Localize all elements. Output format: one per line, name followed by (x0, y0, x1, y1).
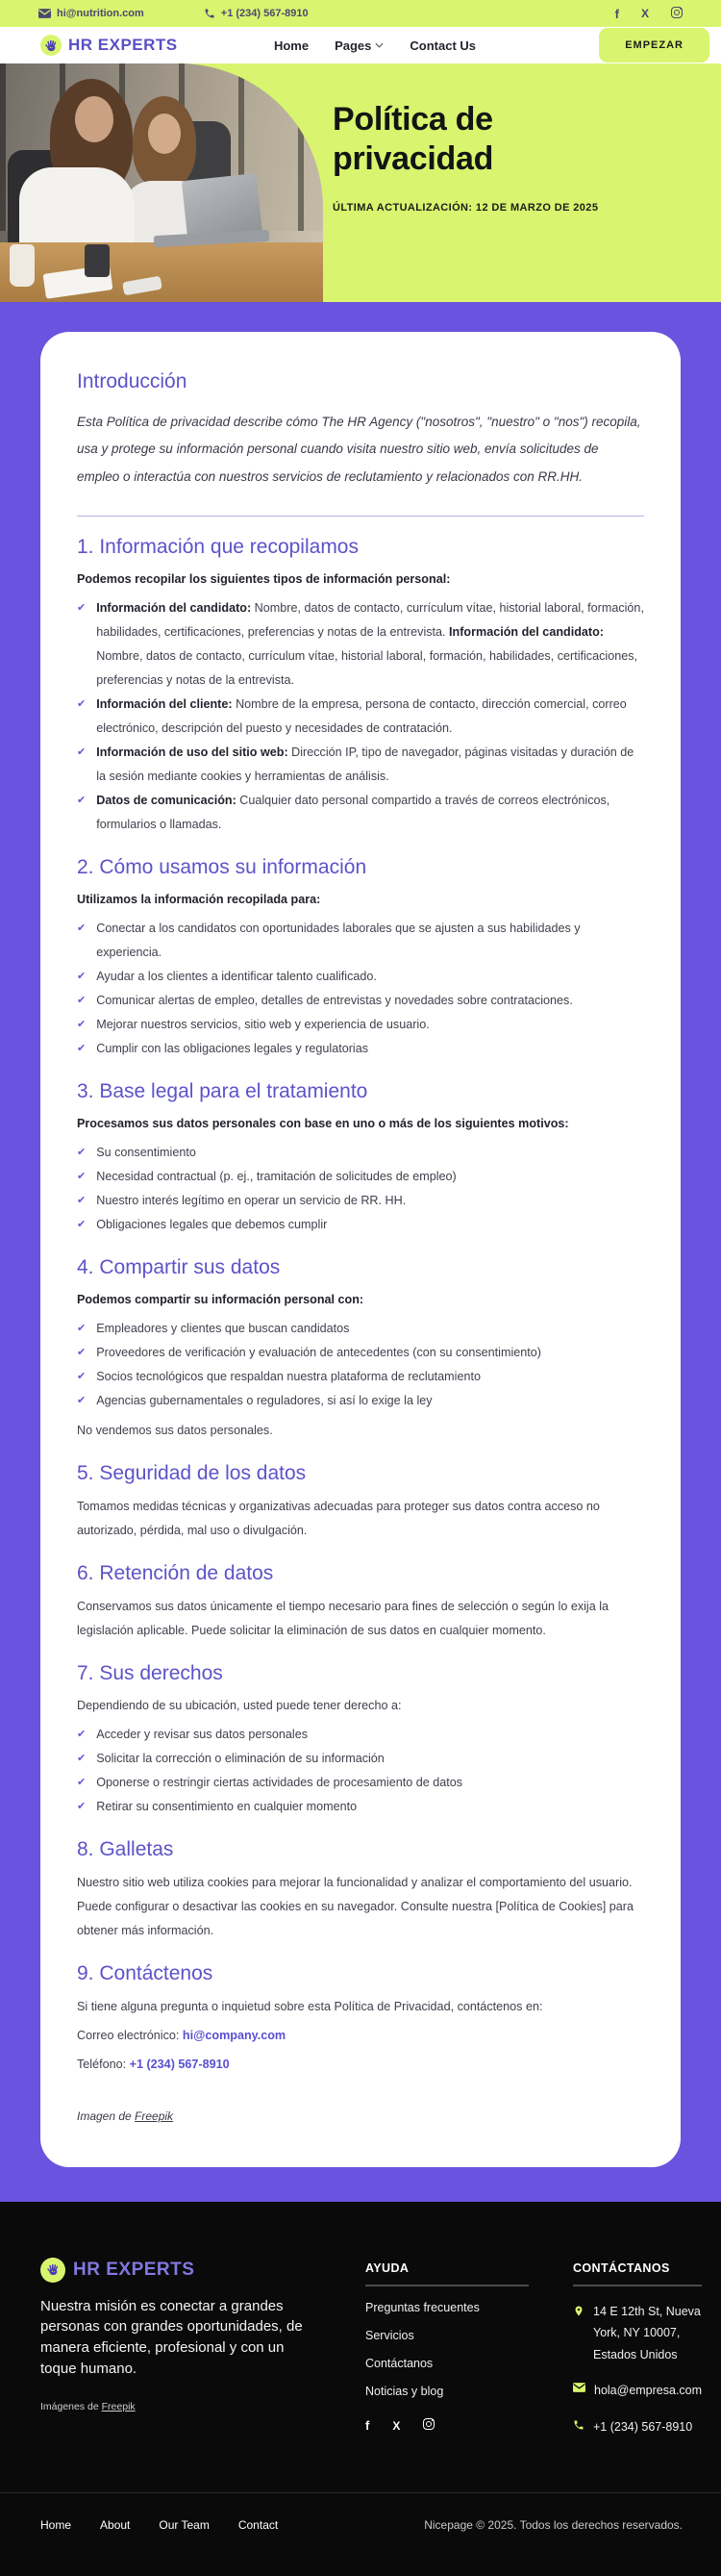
email-icon (38, 9, 51, 18)
check-icon: ✔ (77, 1728, 87, 1740)
topbar (0, 0, 721, 27)
check-icon: ✔ (77, 1146, 87, 1158)
photo-cup (10, 244, 35, 287)
x-twitter-icon[interactable]: X (392, 2418, 401, 2433)
section-heading: 9. Contáctenos (77, 1961, 213, 1984)
contact-line: Teléfono: +1 (234) 567-8910 (77, 2057, 230, 2071)
header-right (476, 28, 709, 63)
footer-link-faq[interactable]: Preguntas frecuentes (365, 2300, 480, 2314)
phone-icon (573, 2419, 584, 2431)
footer-link-contact[interactable]: Contáctanos (365, 2356, 434, 2370)
list-item: ✔ Retirar su consentimiento en cualquier momento (77, 1795, 644, 1819)
check-icon: ✔ (77, 601, 87, 614)
main-nav (274, 38, 476, 53)
hero-text (333, 100, 698, 214)
last-updated: ÚLTIMA ACTUALIZACIÓN: 12 DE MARZO DE 2025 (333, 201, 599, 214)
topbar-social (615, 7, 683, 21)
list-item: ✔ Datos de comunicación: Cualquier dato personal compartido a través de correos electrónicos, formularios o llamadas. (77, 789, 644, 837)
copyright: Nicepage © 2025. Todos los derechos reservados. (424, 2518, 683, 2533)
check-icon: ✔ (77, 970, 87, 982)
check-icon: ✔ (77, 697, 87, 710)
footer-phone[interactable]: +1 (234) 567-8910 (573, 2416, 702, 2438)
list-item: ✔ Empleadores y clientes que buscan candidatos (77, 1317, 644, 1341)
location-pin-icon (573, 2304, 584, 2318)
bottom-link-home[interactable]: Home (40, 2518, 72, 2533)
section-lead: Procesamos sus datos personales con base en uno o más de los siguientes motivos: (77, 1116, 569, 1130)
nav-pages[interactable]: Pages (335, 38, 384, 53)
section-lead: Dependiendo de su ubicación, usted puede tener derecho a: (77, 1698, 402, 1712)
help-title: AYUDA (365, 2260, 410, 2275)
list-item: ✔ Proveedores de verificación y evaluación de antecedentes (con su consentimiento) (77, 1341, 644, 1365)
nav-contact-us[interactable]: Contact Us (410, 38, 477, 53)
check-icon: ✔ (77, 1218, 87, 1230)
policy-section (77, 1838, 644, 1943)
section-heading: 1. Información que recopilamos (77, 536, 359, 559)
check-icon: ✔ (77, 1752, 87, 1764)
footer-help-column (365, 2258, 529, 2453)
check-icon: ✔ (77, 1018, 87, 1030)
section-heading: 4. Compartir sus datos (77, 1255, 281, 1278)
policy-card (40, 332, 681, 2167)
check-icon: ✔ (77, 994, 87, 1006)
policy-section (77, 1080, 644, 1237)
image-credit: Imagen de Freepik (77, 2109, 174, 2123)
freepik-link[interactable]: Freepik (101, 2400, 136, 2412)
page-title: Política de privacidad (333, 101, 494, 177)
section-heading: 8. Galletas (77, 1837, 174, 1860)
topbar-phone: +1 (234) 567-8910 (220, 8, 309, 19)
photo-person-right-face (148, 114, 181, 154)
list-item: ✔ Agencias gubernamentales o reguladores, si así lo exige la ley (77, 1389, 644, 1413)
policy-section (77, 856, 644, 1061)
check-icon: ✔ (77, 922, 87, 934)
footer-bottom-bar (0, 2492, 721, 2576)
section-paragraph: Si tiene alguna pregunta o inquietud sobre esta Política de Privacidad, contáctenos en: (77, 1999, 543, 2013)
check-icon: ✔ (77, 1042, 87, 1054)
list-item: ✔ Socios tecnológicos que respaldan nuestra plataforma de reclutamiento (77, 1365, 644, 1389)
list-item: ✔ Oponerse o restringir ciertas actividades de procesamiento de datos (77, 1771, 644, 1795)
x-twitter-icon[interactable]: X (640, 7, 649, 20)
list-item: ✔ Ayudar a los clientes a identificar talento cualificado. (77, 965, 644, 989)
section-list (77, 1723, 644, 1819)
facebook-icon[interactable]: f (614, 6, 619, 21)
check-icon: ✔ (77, 1170, 87, 1182)
list-item: ✔ Obligaciones legales que debemos cumplir (77, 1213, 644, 1237)
section-heading: 2. Cómo usamos su información (77, 855, 367, 878)
site-footer (0, 2202, 721, 2576)
email-icon (573, 2383, 585, 2392)
footer-brand-column (40, 2258, 321, 2453)
check-icon: ✔ (77, 1800, 87, 1812)
section-lead: Utilizamos la información recopilada para: (77, 892, 321, 906)
bottom-link-contact[interactable]: Contact (237, 2518, 279, 2533)
instagram-icon[interactable] (671, 7, 683, 21)
facebook-icon[interactable]: f (365, 2418, 370, 2434)
brand-logo[interactable] (40, 35, 274, 56)
section-heading: 5. Seguridad de los datos (77, 1461, 307, 1484)
list-item: ✔ Mejorar nuestros servicios, sitio web y experiencia de usuario. (77, 1013, 644, 1037)
list-item: ✔ Nuestro interés legítimo en operar un servicio de RR. HH. (77, 1189, 644, 1213)
photo-person-left-face (75, 96, 113, 142)
policy-section (77, 1562, 644, 1643)
brand-name: HR EXPERTS (68, 36, 178, 54)
section-heading: 3. Base legal para el tratamiento (77, 1079, 368, 1102)
check-icon: ✔ (77, 1346, 87, 1358)
chevron-down-icon (375, 42, 384, 48)
contact-line: Correo electrónico: hi@company.com (77, 2028, 286, 2042)
footer-email[interactable]: hola@empresa.com (573, 2380, 702, 2402)
empezar-button[interactable]: EMPEZAR (599, 28, 709, 63)
section-list (77, 917, 644, 1061)
check-icon: ✔ (77, 1194, 87, 1206)
list-item: ✔ Cumplir con las obligaciones legales y regulatorias (77, 1037, 644, 1061)
section-list (77, 596, 644, 837)
list-item: ✔ Su consentimiento (77, 1141, 644, 1165)
list-item: ✔ Información del cliente: Nombre de la empresa, persona de contacto, dirección comercial, correo electrónico, descripción del puesto y necesidades de contratación. (77, 693, 644, 741)
instagram-icon[interactable] (423, 2417, 435, 2435)
section-list (77, 1141, 644, 1237)
policy-section (77, 1462, 644, 1543)
intro-paragraph: Esta Política de privacidad describe cómo The HR Agency ("nosotros", "nuestro" o "nos") recopila, usa y protege su información personal cuando visita nuestro sitio web, envía solicitudes de empleo o interactúa con nuestros servicios de reclutamiento y relacionados con RR.HH. (77, 415, 641, 484)
list-item: ✔ Necesidad contractual (p. ej., tramitación de solicitudes de empleo) (77, 1165, 644, 1189)
bottom-link-our-team[interactable]: Our Team (159, 2518, 210, 2533)
footer-link-news[interactable]: Noticias y blog (365, 2384, 444, 2398)
photo-pen-holder (85, 244, 110, 277)
check-icon: ✔ (77, 1776, 87, 1788)
policy-section (77, 536, 644, 837)
hero (0, 63, 721, 302)
hand-logo-icon (40, 35, 62, 56)
freepik-link[interactable]: Freepik (135, 2109, 174, 2123)
instagram-glyph (423, 2418, 435, 2430)
check-icon: ✔ (77, 1394, 87, 1406)
bottom-link-about[interactable]: About (100, 2518, 131, 2533)
main-section (0, 302, 721, 2202)
intro-heading: Introducción (77, 370, 187, 392)
list-item: ✔ Información de uso del sitio web: Dirección IP, tipo de navegador, páginas visitadas y duración de la sesión mediante cookies y herramientas de análisis. (77, 741, 644, 789)
section-paragraph: No vendemos sus datos personales. (77, 1423, 273, 1437)
policy-section (77, 1256, 644, 1443)
topbar-email-link[interactable] (38, 8, 144, 19)
hero-photo (0, 63, 323, 302)
contact-link[interactable]: hi@company.com (182, 2028, 286, 2042)
footer-social (365, 2417, 529, 2435)
divider (573, 2285, 702, 2286)
check-icon: ✔ (77, 1322, 87, 1334)
section-lead: Podemos compartir su información personal con: (77, 1292, 364, 1306)
section-heading: 7. Sus derechos (77, 1661, 223, 1684)
footer-link-services[interactable]: Servicios (365, 2328, 414, 2342)
footer-address: 14 E 12th St, Nueva York, NY 10007, Estados Unidos (573, 2301, 702, 2366)
check-icon: ✔ (77, 745, 87, 758)
section-paragraph: Tomamos medidas técnicas y organizativas adecuadas para proteger sus datos contra acceso no autorizado, pérdida, mal uso o divulgación. (77, 1499, 600, 1537)
contact-title: CONTÁCTANOS (573, 2260, 670, 2275)
footer-bottom-links (40, 2518, 278, 2532)
footer-brand-name: HR EXPERTS (73, 2259, 195, 2280)
topbar-phone-link[interactable] (204, 8, 309, 19)
divider (77, 516, 644, 517)
policy-section (77, 1962, 644, 2077)
footer-columns (0, 2202, 721, 2453)
footer-brand-logo[interactable] (40, 2258, 321, 2283)
list-item: ✔ Comunicar alertas de empleo, detalles de entrevistas y novedades sobre contrataciones. (77, 989, 644, 1013)
section-paragraph: Nuestro sitio web utiliza cookies para mejorar la funcionalidad y analizar el comportamiento del usuario. Puede configurar o desactivar las cookies en su navegador. Consulte nuestra [Política de Cookies] para obtener más información. (77, 1875, 634, 1937)
nav-home[interactable]: Home (273, 38, 310, 53)
site-header (0, 27, 721, 63)
footer-mission: Nuestra misión es conectar a grandes personas con grandes oportunidades, de manera eficiente, profesional y con un toque humano. (40, 2297, 303, 2377)
section-list (77, 1317, 644, 1413)
footer-contact-column (573, 2258, 702, 2453)
list-item: ✔ Acceder y revisar sus datos personales (77, 1723, 644, 1747)
contact-link[interactable]: +1 (234) 567-8910 (129, 2057, 230, 2071)
section-lead: Podemos recopilar los siguientes tipos de información personal: (77, 572, 451, 587)
check-icon: ✔ (77, 794, 87, 806)
article-sections (77, 536, 644, 2077)
list-item: ✔ Solicitar la corrección o eliminación de su información (77, 1747, 644, 1771)
policy-section (77, 1662, 644, 1819)
divider (365, 2285, 529, 2286)
section-heading: 6. Retención de datos (77, 1561, 274, 1584)
list-item: ✔ Conectar a los candidatos con oportunidades laborales que se ajusten a sus habilidades y experiencia. (77, 917, 644, 965)
list-item: ✔ Información del candidato: Nombre, datos de contacto, currículum vítae, historial laboral, formación, habilidades, certificaciones, preferencias y notas de la entrevista. Información del candidato: Nombre, datos de contacto, currículum vítae, historial laboral, formación, habilidades, certificaciones, preferencias y notas de la entrevista. (77, 596, 644, 693)
section-paragraph: Conservamos sus datos únicamente el tiempo necesario para fines de selección o según lo exija la legislación aplicable. Puede solicitar la eliminación de sus datos en cualquier momento. (77, 1599, 609, 1637)
footer-image-credit: Imágenes de Freepik (40, 2400, 136, 2412)
check-icon: ✔ (77, 1370, 87, 1382)
hand-logo-icon (40, 2258, 65, 2283)
instagram-glyph (671, 7, 683, 18)
phone-icon (204, 8, 215, 19)
topbar-email: hi@nutrition.com (57, 8, 144, 19)
